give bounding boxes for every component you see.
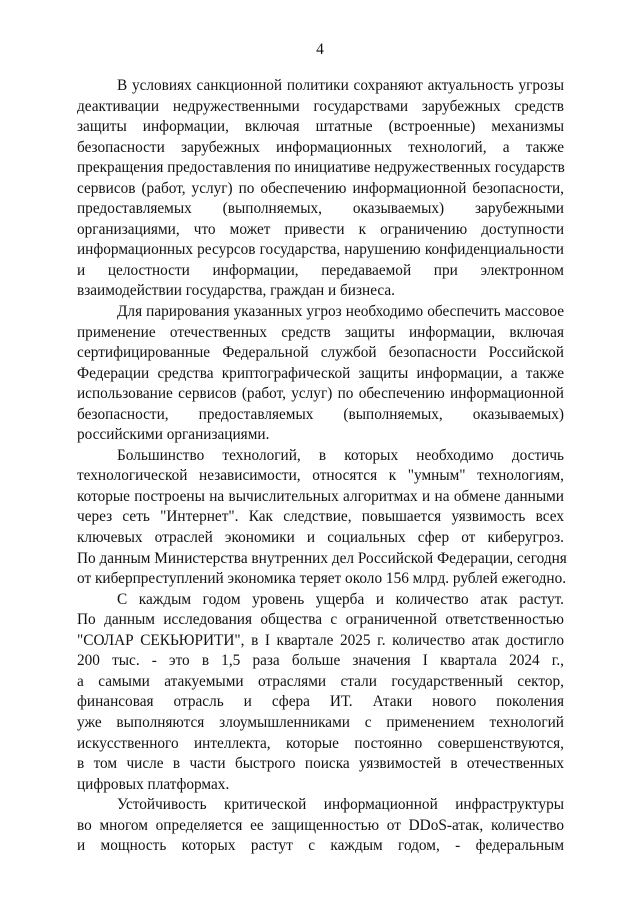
text-line: С каждым годом уровень ущерба и количество атак растут. (117, 590, 564, 608)
text-line: от киберпреступлений экономика теряет около 156 млрд. рублей ежегодно. (77, 570, 567, 588)
text-line: искусственного интеллекта, которые постоянно совершенствуются, (77, 734, 564, 752)
text-line: финансовая отрасль и сфера ИТ. Атаки нового поколения (77, 693, 564, 711)
text-line: и целостности информации, передаваемой при электронном (77, 261, 564, 279)
text-line: 200 тыс. - это в 1,5 раза больше значения I квартала 2024 г., (77, 652, 564, 670)
text-line: а самыми атакуемыми отраслями стали государственный сектор, (77, 672, 564, 690)
text-line: которые построены на вычислительных алгоритмах и на обмене данными (77, 487, 564, 505)
paragraph (77, 446, 567, 590)
text-line: взаимодействии государства, граждан и бизнеса. (77, 282, 395, 300)
text-line: В условиях санкционной политики сохраняют актуальность угрозы (117, 77, 564, 94)
text-line: ключевых отраслей экономики и социальных сфер от киберугроз. (77, 529, 564, 547)
text-line: и мощность которых растут с каждым годом, - федеральным (77, 837, 564, 855)
paragraph (77, 76, 564, 302)
paragraph (77, 795, 564, 857)
text-line: Большинство технологий, в которых необходимо достичь (117, 446, 564, 464)
text-line: По данным исследования общества с ограниченной ответственностью (77, 611, 564, 629)
text-line: "СОЛАР СЕКЬЮРИТИ", в I квартале 2025 г. количество атак достигло (77, 631, 564, 649)
text-line: применение отечественных средств защиты информации, включая (77, 323, 564, 341)
text-line: защиты информации, включая штатные (встроенные) механизмы (77, 118, 564, 136)
text-line: Федерации средства криптографической защиты информации, а также (77, 364, 564, 382)
text-line: в том числе в части быстрого поиска уязвимостей в отечественных (77, 755, 564, 773)
text-line: безопасности зарубежных информационных технологий, а также (77, 138, 564, 156)
text-line: Для парирования указанных угроз необходимо обеспечить массовое (117, 303, 564, 321)
paragraph (77, 302, 564, 446)
document-body (77, 76, 567, 857)
text-line: организациями, что может привести к ограничению доступности (77, 220, 564, 238)
text-line: безопасности, предоставляемых (выполняемых, оказываемых) (77, 405, 564, 423)
text-line: информационных ресурсов государства, нарушению конфиденциальности (77, 241, 564, 259)
paragraph (77, 590, 564, 795)
text-line: российскими организациями. (77, 426, 270, 444)
text-line: во многом определяется ее защищенностью от DDoS-атак, количество (77, 816, 564, 834)
text-line: прекращения предоставления по инициативе недружественных государств (77, 159, 565, 177)
page-number: 4 (316, 41, 324, 58)
text-line: предоставляемых (выполняемых, оказываемых) зарубежными (77, 200, 564, 218)
text-line: технологической независимости, относятся к "умным" технологиям, (77, 467, 564, 485)
text-line: По данным Министерства внутренних дел Российской Федерации, сегодня (77, 549, 567, 567)
text-line: сертифицированные Федеральной службой безопасности Российской (77, 344, 564, 362)
text-line: деактивации недружественными государствами зарубежных средств (77, 97, 564, 115)
text-line: через сеть "Интернет". Как следствие, повышается уязвимость всех (77, 508, 564, 526)
text-line: цифровых платформах. (77, 775, 230, 793)
text-line: Устойчивость критической информационной инфраструктуры (117, 796, 564, 814)
text-line: уже выполняются злоумышленниками с применением технологий (77, 713, 564, 731)
text-line: использование сервисов (работ, услуг) по обеспечению информационной (77, 385, 564, 403)
text-line: сервисов (работ, услуг) по обеспечению информационной безопасности, (77, 179, 564, 197)
